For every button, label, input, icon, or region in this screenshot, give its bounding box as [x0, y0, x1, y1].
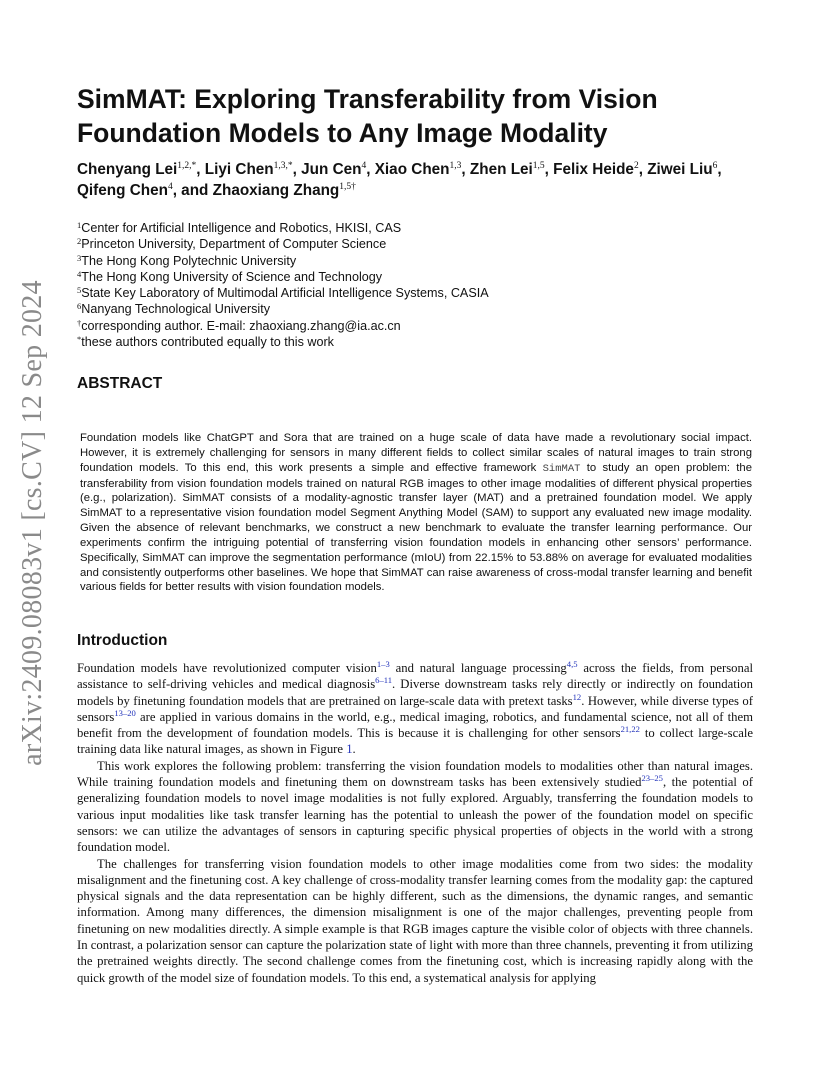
- affiliation: $^2$Princeton University, Department of Computer Science: [77, 236, 387, 252]
- author: Zhaoxiang Zhang$^{1,5\dagger}$: [212, 182, 356, 199]
- citation-link[interactable]: 12: [572, 691, 582, 702]
- affiliation: $^1$Center for Artificial Intelligence and Robotics, HKISI, CAS: [77, 220, 402, 235]
- affiliation-list: [77, 220, 753, 350]
- citation-link[interactable]: 13–20: [114, 707, 136, 718]
- figure-link[interactable]: 1: [346, 742, 353, 757]
- author: Xiao Chen$^{1,3}$,: [374, 161, 470, 178]
- author: Jun Cen$^4$,: [301, 161, 375, 178]
- paper-title: SimMAT: Exploring Transferability from Vision Foundation Models to Any Image Modality: [77, 84, 658, 148]
- citation-link[interactable]: 6–11: [375, 675, 393, 686]
- author: Zhen Lei$^{1,5}$,: [469, 161, 554, 178]
- citation-link[interactable]: 4,5: [566, 659, 578, 669]
- paragraph: The challenges for transferring vision foundation models to other image modalities come from two sides: the modality misalignment and the finetuning cost. A key challenge of cross-modality transfer learning comes from the modality gap: the captured physical signals and the data representation can be highly different, such as the dimensions, the dynamic ranges, and semantic information. Among many differences, the dimension misalignment is one of the major challenges, preventing people from finetuning on new modalities directly. A simple example is that RGB images capture the visible color of objects with three channels. In contrast, a polarization sensor can capture the polarization state of light with more than three channels, preventing it from utilizing the pretrained weights directly. The second challenge comes from the finetuning cost, which is increasing rapidly along with the quick growth of the model size of foundation models. To this end, a systematical analysis for applying: [77, 856, 753, 985]
- paragraph: This work explores the following problem: transferring the vision foundation models to modalities other than natural images. While training foundation models and finetuning them on downstream tasks has been extensively studied$^{23-25}$, the potential of generalizing foundation models to novel image modalities is not fully explored. Arguably, transferring the foundation models to various input modalities like task transfer learning has the potential to unleash the power of the foundation model on specific sensors: we can utilize the advantages of sensors in capturing specific physical properties of objects in the world with a strong foundation model.: [77, 758, 753, 855]
- abstract-body: Foundation models like ChatGPT and Sora that are trained on a huge scale of data have made a revolutionary social impact. However, it is extremely challenging for sensors in many different fields to collect similar scales of natural images to train strong foundation models. To this end, this work presents a simple and effective framework SimMAT to study an open problem: the transferability from vision foundation models trained on natural RGB images to other image modalities of different physical properties (e.g., polarization). SimMAT consists of a modality-agnostic transfer layer (MAT) and a pretrained foundation model. We apply SimMAT to a representative vision foundation model Segment Anything Model (SAM) to support any evaluated new image modality. Given the absence of relevant benchmarks, we construct a new benchmark to evaluate the transfer learning performance. Our experiments confirm the intriguing potential of transferring vision foundation models in enhancing other sensors’ performance. Specifically, SimMAT can improve the segmentation performance (mIoU) from 22.15% to 53.88% on average for evaluated modalities and consistently outperforms other baselines. We hope that SimMAT can raise awareness of cross-modal transfer learning and benefit various fields for better results with vision foundation models.: [80, 432, 752, 594]
- affiliation: $^3$The Hong Kong Polytechnic University: [77, 252, 297, 268]
- abstract-heading: ABSTRACT: [77, 375, 163, 392]
- affiliation-note: *these authors contributed equally to this work: [77, 334, 334, 350]
- author: Liyi Chen$^{1,3,*}$,: [204, 161, 302, 178]
- affiliation-note: †corresponding author. E-mail: zhaoxiang.zhang@ia.ac.cn: [77, 317, 401, 333]
- citation-link[interactable]: 23–25: [641, 773, 663, 784]
- author: Ziwei Liu$^6$,: [647, 161, 722, 178]
- citation-link[interactable]: 21,22: [620, 724, 640, 735]
- code-term: SimMAT: [542, 462, 581, 475]
- arxiv-id: arXiv:2409.08083v1 [cs.CV] 12 Sep 2024: [17, 280, 48, 766]
- affiliation: $^5$State Key Laboratory of Multimodal Artificial Intelligence Systems, CASIA: [77, 285, 489, 301]
- affiliation: $^6$Nanyang Technological University: [77, 301, 271, 317]
- affiliation: $^4$The Hong Kong University of Science and Technology: [77, 268, 383, 284]
- author: Qifeng Chen$^4$, and: [77, 182, 213, 199]
- author: Felix Heide$^2$,: [553, 161, 648, 178]
- introduction-body: [77, 660, 753, 986]
- author-list: [77, 159, 753, 201]
- introduction-heading: Introduction: [77, 632, 168, 649]
- paragraph: Foundation models have revolutionized computer vision$^{1-3}$ and natural language processing$^{4,5}$ across the fields, from personal assistance to self-driving vehicles and medical diagnosis$^{6-11}$. Diverse downstream tasks rely directly or indirectly on foundation models by finetuning foundation models that are pretrained on large-scale data with pretext tasks$^{12}$. However, while diverse types of sensors$^{13-20}$ are applied in various domains in the world, e.g., medical imaging, robotics, and fundamental science, not all of them benefit from the development of foundation models. This is because it is challenging for other sensors$^{21,22}$ to collect large-scale training data like natural images, as shown in Figure 1.: [77, 659, 753, 757]
- author: Chenyang Lei$^{1,2,*}$,: [77, 161, 205, 178]
- arxiv-sidebar-stamp: [8, 280, 58, 766]
- citation-link[interactable]: 1–3: [376, 659, 390, 669]
